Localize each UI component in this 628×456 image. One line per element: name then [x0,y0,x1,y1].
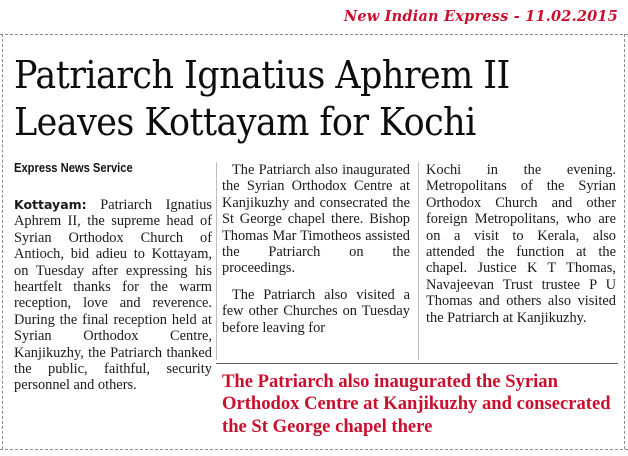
column-divider-1 [216,162,217,360]
pullquote-rule [216,363,618,364]
headline-line-1: Patriarch Ignatius Aphrem II [14,53,510,97]
column-3-paragraph: Kochi in the evening. Metropolitans of the Syrian Orthodox Church and other foreign Metropolitans, who are on a visit to Kerala, also attended the function at the chapel. Justice K T Thomas, Navajeevan Trust trustee P U Thomas and others also visited the Patriarch at Kanjikuzhy. [426,162,616,326]
source-citation: New Indian Express - 11.02.2015 [343,8,618,25]
dateline: Kottayam: [14,197,87,212]
column-2-paragraph-2: The Patriarch also visited a few other Churches on Tuesday before leaving for [222,286,410,336]
clipping-border-left [2,34,3,449]
column-1-text: Patriarch Ignatius Aphrem II, the supreme head of Syrian Orthodox Church of Antioch, bid adieu to Kottayam, on Tuesday after expressing his heartfelt thanks for the warm reception, love and reverence. During the final reception held at Syrian Orthodox Centre, Kanjikuzhy, the Patriarch thanked the public, faithful, security personnel and others. [14,197,212,394]
column-divider-2 [418,162,419,360]
byline: Express News Service [14,160,133,175]
clipping-border-top [0,34,628,35]
headline [14,52,570,146]
headline-line-2: Leaves Kottayam for Kochi [14,100,476,144]
article-column-3 [426,162,616,326]
article-column-1 [14,197,212,394]
clipping-border-bottom [0,449,628,450]
column-2-paragraph-1: The Patriarch also inaugurated the Syrian Orthodox Centre at Kanjikuzhy and consecrated the St George chapel there. Bishop Thomas Mar Timotheos assisted the Patriarch on the proceedings. [222,162,410,277]
pullquote: The Patriarch also inaugurated the Syrian Orthodox Centre at Kanjikuzhy and consecrated the St George chapel there [222,371,611,437]
column-1-paragraph [14,197,212,394]
clipping-border-right [624,34,625,449]
article-column-2 [222,162,410,336]
